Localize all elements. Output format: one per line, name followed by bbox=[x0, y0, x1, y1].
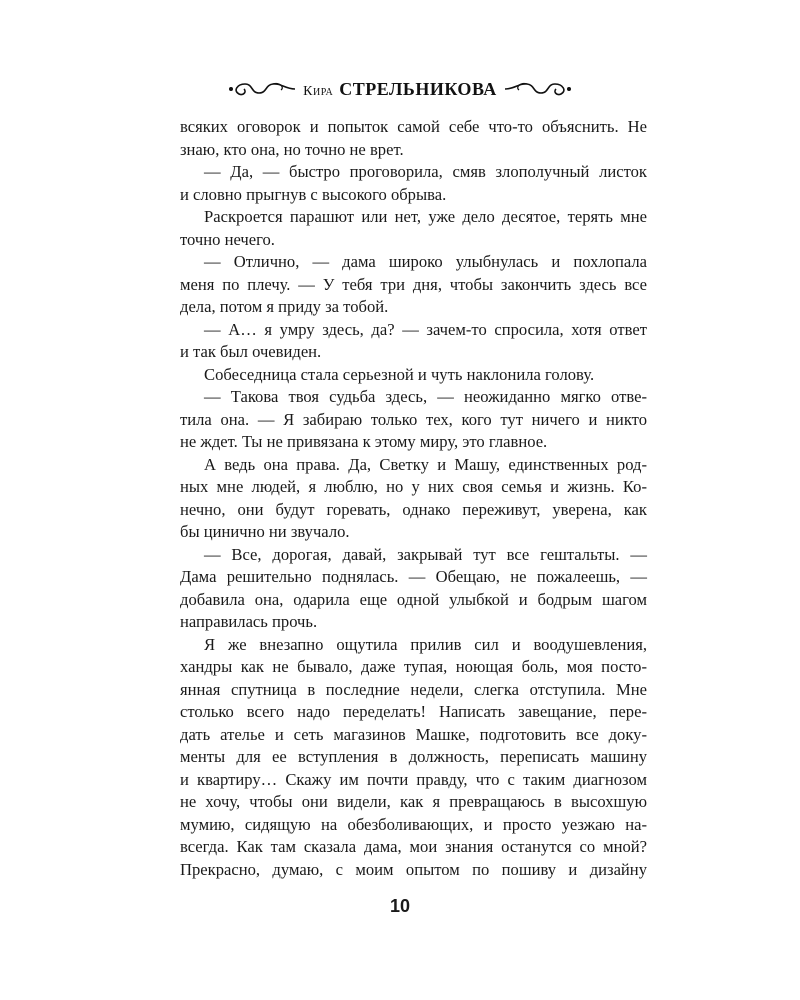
text-line: дать ателье и сеть магазинов Машке, подготовить все доку- bbox=[180, 724, 647, 744]
text-line: бы цинично ни звучало. bbox=[180, 522, 350, 541]
paragraph bbox=[180, 364, 647, 387]
author-last-name: СТРЕЛЬНИКОВА bbox=[339, 78, 497, 99]
text-line: Прекрасно, думаю, с моим опытом по пошиву и дизайну bbox=[180, 859, 647, 879]
text-line: и квартиру… Скажу им почти правду, что с таким диагнозом bbox=[180, 769, 647, 789]
text-line: хандры как не бывало, даже тупая, ноющая боль, моя посто- bbox=[180, 657, 647, 676]
body-text bbox=[180, 116, 647, 881]
text-line: А ведь она права. Да, Светку и Машу, единственных род- bbox=[204, 454, 647, 474]
text-line: добавила она, одарила еще одной улыбкой и бодрым шагом bbox=[180, 589, 647, 609]
running-header bbox=[0, 74, 800, 104]
paragraph bbox=[180, 116, 647, 161]
paragraph bbox=[180, 161, 647, 206]
header-title bbox=[303, 79, 497, 100]
right-flourish-ornament-icon bbox=[503, 78, 575, 100]
page-number: 10 bbox=[389, 896, 411, 916]
text-line: и так был очевиден. bbox=[180, 342, 322, 361]
text-line: тила она. — Я забираю только тех, кого тут ничего и никто bbox=[180, 409, 647, 429]
paragraph bbox=[180, 386, 647, 454]
text-line: — Такова твоя судьба здесь, — неожиданно мягко отве- bbox=[204, 387, 647, 406]
paragraph bbox=[180, 251, 647, 319]
text-line: менты для ее вступления в должность, переписать машину bbox=[180, 747, 647, 766]
text-line: янная спутница в последние недели, слегка отступила. Мне bbox=[180, 679, 647, 699]
text-line: точно нечего. bbox=[180, 229, 275, 249]
text-line: не хочу, чтобы они видели, как я превращаюсь в высохшую bbox=[180, 792, 647, 811]
text-line: нечно, они будут горевать, однако переживут, уверена, как bbox=[180, 499, 647, 519]
text-line: — Да, — быстро проговорила, смяв злополучный листок bbox=[204, 162, 647, 181]
text-line: Раскроется парашют или нет, уже дело десятое, терять мне bbox=[204, 207, 647, 226]
paragraph bbox=[180, 544, 647, 634]
text-line: всяких оговорок и попыток самой себе что-то объяснить. Не bbox=[180, 117, 647, 136]
paragraph bbox=[180, 206, 647, 251]
text-line: мумию, сидящую на обезболивающих, и просто уезжаю на- bbox=[180, 814, 647, 834]
text-line: — А… я умру здесь, да? — зачем-то спросила, хотя ответ bbox=[204, 319, 647, 339]
text-line: Дама решительно поднялась. — Обещаю, не пожалеешь, — bbox=[180, 567, 647, 586]
left-flourish-ornament-icon bbox=[225, 78, 297, 100]
paragraph bbox=[180, 454, 647, 544]
text-line: — Отлично, — дама широко улыбнулась и похлопала bbox=[204, 252, 647, 271]
text-line: столько всего надо переделать! Написать завещание, пере- bbox=[180, 702, 647, 721]
text-line: Собеседница стала серьезной и чуть наклонила голову. bbox=[204, 364, 595, 384]
text-line: — Все, дорогая, давай, закрывай тут все гештальты. — bbox=[204, 544, 647, 564]
paragraph bbox=[180, 319, 647, 364]
text-line: ных мне людей, я люблю, но у них своя семья и жизнь. Ко- bbox=[180, 477, 647, 496]
text-line: меня по плечу. — У тебя три дня, чтобы закончить здесь все bbox=[180, 274, 647, 294]
text-line: направилась прочь. bbox=[180, 612, 318, 631]
text-line: и словно прыгнув с высокого обрыва. bbox=[180, 184, 447, 204]
text-line: всегда. Как там сказала дама, мои знания останутся со мной? bbox=[180, 837, 647, 856]
text-line: дела, потом я приду за тобой. bbox=[180, 297, 389, 316]
text-line: не ждет. Ты не привязана к этому миру, это главное. bbox=[180, 432, 548, 451]
author-first-name: Кира bbox=[303, 83, 334, 99]
text-line: Я же внезапно ощутила прилив сил и воодушевления, bbox=[204, 634, 647, 654]
paragraph bbox=[180, 634, 647, 882]
text-line: знаю, кто она, но точно не врет. bbox=[180, 139, 404, 159]
